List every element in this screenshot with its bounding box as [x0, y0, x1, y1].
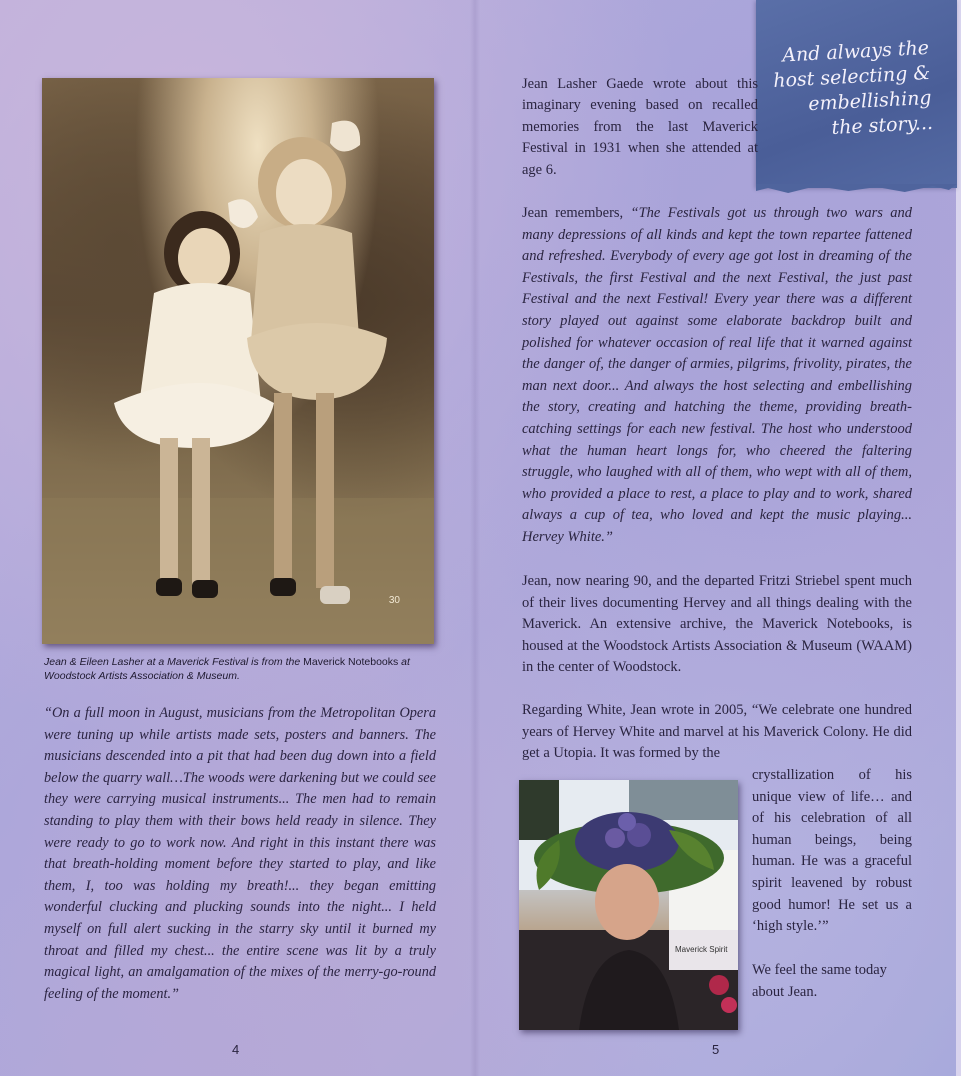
closing-paragraph: We feel the same today about Jean.	[752, 962, 887, 1000]
page-number-left: 4	[232, 1042, 240, 1057]
photo-two-girls	[42, 78, 434, 644]
caption-rest: at Woodstock Artists Association & Museum.	[44, 656, 410, 682]
caption-source: Maverick Notebooks	[303, 656, 399, 668]
page-number-right: 5	[712, 1042, 720, 1057]
photo-number: 30	[388, 595, 400, 606]
left-quote: “On a full moon in August, musicians from the Metropolitan Opera were tuning up while artists made sets, posters and banners. The musicians descended into a pit that had been dug down into a field below the quarry wall…The woods were darkening but we could see they were carrying musical instruments... The men had to remain standing to play them with their bows held ready in silence. They were ready to go to work now. And right in this instant there was that breath-holding moment before they started to play, and like them, I, too was holding my breath!... they began emitting wonderful clucking and plucking sounds into the night... I held myself on full alert sucking in the starry sky until it burned my throat and filled my chest... the entire scene was lit by a truly magical light, an amalgamation of the mixes of the merry-go-round feeling of the moment.”	[44, 705, 436, 1002]
caption-italic: Jean & Eileen Lasher at a Maverick Festival is from the	[44, 656, 304, 668]
regarding-continued: crystallization of his unique view of life… and of his celebration of all human beings, being human. He was a graceful spirit leavened by robust good humor! He set us a ‘high style.’”	[752, 767, 912, 935]
photo-sign-text: Maverick Spirit	[675, 945, 728, 954]
photo-jean	[519, 780, 738, 1030]
remembers-quote: “The Festivals got us through two wars and many depressions of all kinds and kept the town repartee fattened and refreshed. Everybody of every age got lost in dreaming of the Festivals, the first Festival and the next Festival, the just past Festival and the next Festival! Every year there was a different story played out against some elaborate backdrop built and polished for whatever occasion of real life that it warned against the danger of, the danger of armies, pilgrims, frivolity, pirates, the man next door... And always the host selecting and embellishing the story, creating and hatching the theme, providing breath-catching settings for each new festival. The host who understood what the human heart longs for, who cheered the faltering struggle, who laughed with all of them, who wept with all of them, who provided a place to rest, a place to play and to work, shared always a cup of tea, who loved and kept the music playing... Hervey White.”	[522, 205, 912, 545]
photo-caption	[44, 655, 444, 683]
page-gutter	[470, 0, 480, 1076]
callout-text: And always the host selecting & embellishing the story...	[772, 36, 934, 140]
intro-paragraph: Jean Lasher Gaede wrote about this imaginary evening based on recalled memories from the last Maverick Festival in 1931 when she attended at age 6.	[522, 76, 758, 178]
regarding-paragraph: Regarding White, Jean wrote in 2005, “We celebrate one hundred years of Hervey White and marvel at his Maverick Colony. He did get a Utopia. It was formed by the	[522, 702, 912, 762]
remembers-paragraph	[522, 203, 912, 549]
remembers-lead: Jean remembers,	[522, 205, 631, 221]
callout-note	[756, 0, 957, 188]
photo-two-girls-art	[42, 78, 434, 644]
archive-paragraph: Jean, now nearing 90, and the departed Fritzi Striebel spent much of their lives documenting Hervey and all things dealing with the Maverick. An extensive archive, the Maverick Notebooks, is housed at the Woodstock Artists Association & Museum (WAAM) in the center of Woodstock.	[522, 573, 912, 676]
photo-jean-art	[519, 780, 738, 1030]
